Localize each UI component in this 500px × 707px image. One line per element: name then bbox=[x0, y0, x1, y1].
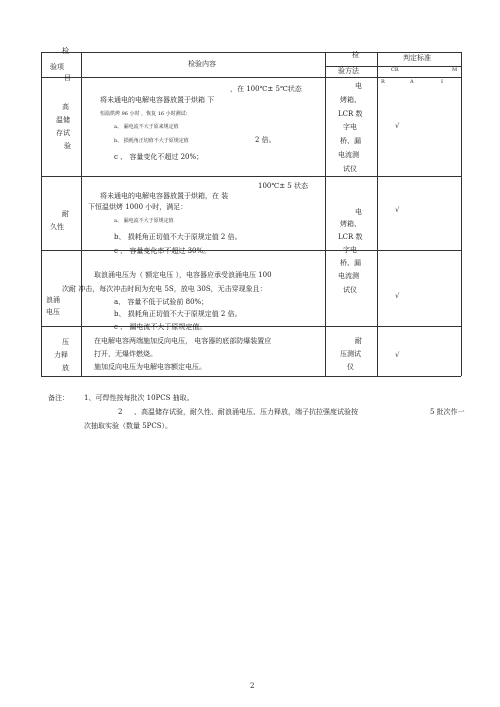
row2-method-line4: 字电 bbox=[343, 246, 357, 254]
row2-check-mark: √ bbox=[395, 206, 400, 214]
row2-method-line2: 烤箱、 bbox=[340, 220, 361, 228]
table-row1-bottom bbox=[41, 176, 461, 177]
page-number: 2 bbox=[250, 682, 255, 690]
row1-content-line2: 将未通电的电解电容器放置于烘箱 下 bbox=[100, 96, 215, 104]
row1-method-line4: 字电 bbox=[343, 123, 357, 131]
notes-line2-text: 、高温储存试验，耐久性、耐浪涌电压、压力释放，端子抗拉强度试验按 bbox=[134, 408, 358, 416]
row1-content-line1: ，在 100℃± 5℃状态 bbox=[230, 85, 302, 93]
notes-line3: 次抽取实验（数量 5PCS）。 bbox=[84, 422, 173, 430]
row1-method-line6: 电流测 bbox=[338, 151, 359, 159]
row1-method-line1: 电 bbox=[355, 82, 362, 90]
row2-content-line1: 100℃± 5 状态 bbox=[258, 182, 308, 190]
row1-check-mark: √ bbox=[395, 122, 400, 130]
notes-label: 备注： bbox=[48, 394, 69, 402]
row2-item-line2: 久性 bbox=[50, 223, 64, 231]
row4-item-line3: 放 bbox=[62, 364, 69, 372]
row3-sub-c: c 、 漏电流不大于原规定值。 bbox=[114, 323, 207, 331]
row4-check-mark: √ bbox=[395, 351, 400, 359]
row2-method-line1: 电 bbox=[355, 208, 362, 216]
row2-content-line2: 将未通电的电解电容器放置于烘箱，在 装 bbox=[100, 192, 229, 200]
notes-line2-tail: 5 批次作一 bbox=[430, 408, 465, 416]
table-right-border bbox=[461, 52, 462, 376]
header-content: 检验内容 bbox=[188, 60, 216, 68]
table-left-border bbox=[41, 52, 42, 376]
row4-method-line3: 仪 bbox=[347, 363, 354, 371]
row1-sub-b: b、 损耗角正切值不大于原规定值 bbox=[114, 138, 189, 144]
notes-line1: 1、可焊性按每批次 10PCS 抽取。 bbox=[84, 394, 194, 402]
row4-content-line3: 施加反向电压为电解电容额定电压。 bbox=[94, 363, 206, 371]
row1-item-line4: 验 bbox=[64, 142, 71, 150]
header-item-line3: 目 bbox=[64, 74, 71, 82]
row4-method-line2: 压测试 bbox=[340, 350, 361, 358]
content-column-divider bbox=[325, 52, 326, 376]
row2-sub-b: b、 损耗角正切值不大于原规定值 2 倍。 bbox=[114, 233, 242, 241]
row3-item-line2: 电压 bbox=[46, 308, 60, 316]
row3-check-mark: √ bbox=[395, 292, 400, 300]
table-row3-bottom bbox=[41, 326, 461, 327]
item-column-divider bbox=[81, 52, 82, 376]
row1-sub-b-value: 2 倍。 bbox=[255, 136, 276, 144]
row2-method-line5: 桥、漏 bbox=[340, 259, 361, 267]
row1-method-line3: LCR 数 bbox=[338, 110, 363, 118]
table-header-bottom bbox=[41, 77, 461, 78]
header-a: A bbox=[410, 79, 414, 85]
row1-sub-a: a、 漏电流不大于原来规定值 bbox=[114, 124, 179, 130]
table-row2-bottom bbox=[41, 250, 461, 251]
row2-method-line7: 试仪 bbox=[343, 286, 357, 294]
table-bottom-border bbox=[41, 376, 461, 377]
header-method-line1: 检 bbox=[352, 51, 359, 59]
method-column-divider bbox=[377, 52, 378, 376]
row3-sub-a: a、 容量不低于试验前 80%； bbox=[114, 298, 209, 306]
row1-item-line3: 存试 bbox=[56, 129, 70, 137]
header-item-line1: 检 bbox=[62, 47, 69, 55]
row2-content-line3: 下恒温烘烤 1000 小时，满足： bbox=[88, 203, 188, 211]
row2-item-line1: 耐 bbox=[62, 210, 69, 218]
row4-item-line1: 压 bbox=[62, 338, 69, 346]
header-i: I bbox=[441, 79, 443, 85]
row2-sub-c: c 、 容量变化率不超过 30%。 bbox=[114, 247, 211, 255]
row4-content-line2: 打开，无爆炸燃烧。 bbox=[94, 350, 157, 358]
row4-content-line1: 在电解电容两端施加反向电压， 电容器的底部防爆装置应 bbox=[94, 337, 272, 345]
row2-sub-a: a、 漏电流不大于原规定值 bbox=[114, 218, 174, 224]
row1-item-line2: 温储 bbox=[56, 116, 70, 124]
row2-method-line6: 电流测 bbox=[338, 272, 359, 280]
row3-item-line1: 浪涌 bbox=[46, 296, 60, 304]
row1-method-line7: 试仪 bbox=[343, 165, 357, 173]
row1-item-line1: 高 bbox=[62, 103, 69, 111]
row4-method-line1: 耐 bbox=[355, 337, 362, 345]
row1-method-line5: 桥、漏 bbox=[340, 137, 361, 145]
row2-method-line3: LCR 数 bbox=[338, 233, 363, 241]
row1-method-line2: 烤箱、 bbox=[340, 96, 361, 104]
row3-content-line1: 取浪涌电压为（ 额定电压 ），电容器应承受浪涌电压 100 bbox=[94, 271, 272, 279]
notes-line2-number: 2 bbox=[118, 408, 123, 416]
row3-sub-b: b、 损耗角正切值不大于原规定值 2 倍。 bbox=[114, 310, 242, 318]
table-top-border bbox=[41, 52, 461, 53]
header-criteria: 判定标准 bbox=[403, 54, 431, 62]
header-item-line2: 验项 bbox=[50, 63, 64, 71]
row4-item-line2: 力释 bbox=[54, 351, 68, 359]
row1-sub-c: c 、 容量变化不超过 20%； bbox=[114, 153, 204, 161]
header-method-line2: 验方法 bbox=[338, 67, 359, 75]
header-r: R bbox=[381, 79, 385, 85]
header-cr: CR bbox=[391, 67, 399, 73]
header-m: M bbox=[452, 67, 458, 73]
row1-content-line3: 恒温烘烤 96 小时 ，恢复 16 小时测试： bbox=[100, 111, 191, 117]
row3-content-line2: 次耐 冲击，每次冲击时间为充电 5S，放电 30S，无击穿现象且： bbox=[62, 285, 267, 293]
